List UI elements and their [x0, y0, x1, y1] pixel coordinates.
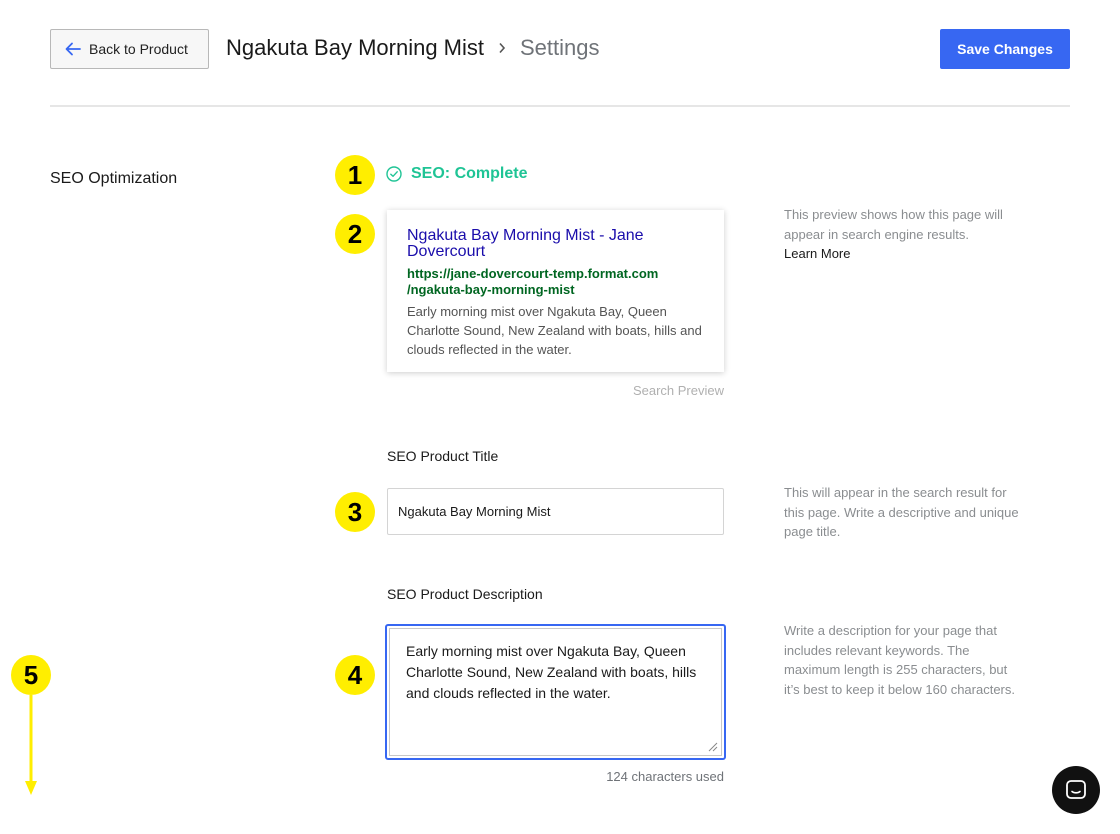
page-header	[50, 29, 1070, 69]
preview-description: Early morning mist over Ngakuta Bay, Queen Charlotte Sound, New Zealand with boats, hills and clouds reflected in the water.	[407, 304, 702, 357]
annotation-marker-5: 5	[11, 655, 51, 695]
back-to-product-button[interactable]	[50, 29, 209, 69]
seo-description-field[interactable]	[385, 624, 726, 760]
preview-url-line2: /ngakuta-bay-morning-mist	[407, 282, 575, 297]
chat-support-button[interactable]	[1052, 766, 1100, 814]
annotation-marker-1: 1	[335, 155, 375, 195]
check-circle-icon	[386, 166, 402, 182]
save-changes-button[interactable]: Save Changes	[940, 29, 1070, 69]
preview-help-text	[784, 205, 1019, 264]
preview-url-line1: https://jane-dovercourt-temp.format.com	[407, 266, 659, 281]
breadcrumb-current: Settings	[520, 35, 600, 60]
annotation-marker-3: 3	[335, 492, 375, 532]
seo-title-input[interactable]	[387, 488, 724, 535]
seo-description-textarea[interactable]	[389, 628, 722, 756]
arrow-left-icon	[65, 42, 81, 56]
section-label: SEO Optimization	[50, 170, 178, 187]
chevron-right-icon	[498, 42, 506, 54]
seo-status-text: SEO: Complete	[411, 165, 528, 182]
annotation-marker-2: 2	[335, 214, 375, 254]
preview-url	[407, 266, 704, 298]
learn-more-link[interactable]: Learn More	[784, 246, 851, 261]
search-preview-caption: Search Preview	[632, 383, 724, 398]
seo-description-label: SEO Product Description	[387, 586, 543, 602]
search-preview-card	[387, 210, 724, 372]
resize-handle-icon[interactable]	[708, 742, 718, 752]
preview-title: Ngakuta Bay Morning Mist - Jane Dovercourt	[407, 227, 644, 260]
title-help-text: This will appear in the search result for this page. Write a descriptive and unique page title.	[784, 485, 1019, 539]
character-count: 124 characters used	[606, 769, 724, 784]
arrow-down-icon	[24, 695, 38, 797]
breadcrumb-product[interactable]: Ngakuta Bay Morning Mist	[226, 35, 484, 60]
header-divider	[50, 105, 1070, 107]
seo-title-label: SEO Product Title	[387, 448, 499, 464]
seo-status	[386, 165, 527, 183]
annotation-marker-4: 4	[335, 655, 375, 695]
description-help-text: Write a description for your page that includes relevant keywords. The maximum length is 255 characters, but it’s best to keep it below 160 characters.	[784, 623, 1015, 697]
back-button-label: Back to Product	[89, 41, 188, 57]
breadcrumb	[226, 35, 600, 61]
chat-bubble-icon	[1065, 779, 1087, 801]
preview-help-description: This preview shows how this page will appear in search engine results.	[784, 207, 1003, 242]
